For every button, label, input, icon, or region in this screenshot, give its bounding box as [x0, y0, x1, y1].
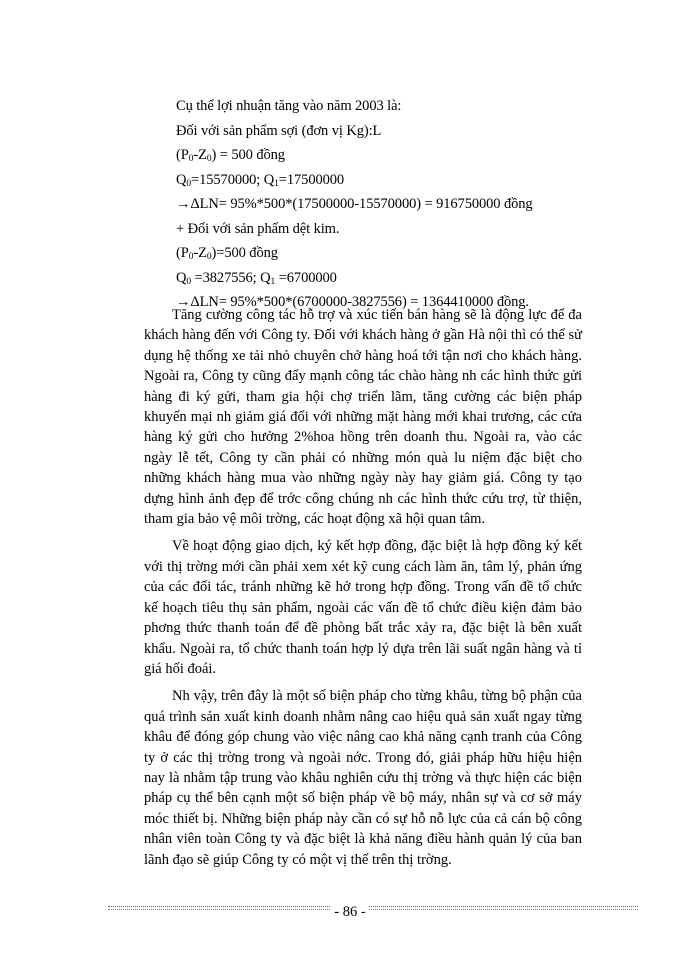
knit-product-heading: + Đối với sản phẩm dệt kim. — [176, 220, 340, 237]
yarn-quantity-line: $Q_0=15570000$; $Q_1=17500000$ — [176, 171, 345, 189]
knit-quantity-line: $Q_0 =3827556$; $Q_1 =6700000$ — [176, 269, 337, 287]
yarn-profit-formula: →ΔLN= 95%*500*(17500000-15570000) = 916750000 đồng — [176, 196, 533, 212]
paragraph-conclusion: Nh vậy, trên đây là một số biện pháp cho từng khâu, từng bộ phận của quá trình sản xuất kinh doanh nhằm nâng cao hiệu quả sản xuất ngay từng khâu để đóng góp chung vào việc nâng cao khả năng cạnh tranh của Công ty ở các thị trờng trong và ngoài nớc. Trong đó, giải pháp hữu hiệu hiện nay là nhằm tập trung vào khâu nghiên cứu thị trờng và thực hiện các biện pháp cụ thể bên cạnh một số biện pháp về bộ máy, nhân sự và cơ sở máy móc thiết bị. Những biện pháp này cần có sự hỗ nỗ lực của cả cán bộ công nhân viên toàn Công ty và đặc biệt là khả năng điều hành quản lý của ban lãnh đạo sẽ giúp Công ty có một vị thế trên thị trờng. — [144, 688, 582, 868]
page-number: - 86 - — [331, 904, 368, 920]
body-text — [144, 305, 582, 877]
knit-profit-formula: →ΔLN= 95%*500*(6700000-3827556) = 1364410000 đồng. — [176, 294, 529, 310]
profit-calculation-block — [176, 94, 646, 315]
paragraph-sales-promotion: Tăng cường công tác hỗ trợ và xúc tiến bán hàng sẽ là động lực để đa khách hàng đến với Công ty. Đối với khách hàng ở gần Hà nội thì có thể sử dụng hệ thống xe tải nhỏ chuyên chở hàng hoá tới tận nơi cho khách hàng. Ngoài ra, Công ty cũng đẩy mạnh công tác chào hàng nh các hình thức gửi hàng đi ký gửi, tham gia hội chợ triển lãm, tăng cường các biện pháp khuyến mại nh giảm giá đối với những mặt hàng mới khai trương, các cửa hàng ký gửi cho hưởng 2%hoa hồng trên doanh thu. Ngoài ra, vào các ngày lễ tết, Công ty cần phải có những món quà lu niệm đặc biệt cho những khách hàng mua vào những ngày này hay giảm giá. Công ty tạo dựng hình ảnh đẹp để trớc công chúng nh các hình thức cứu trợ, từ thiện, tham gia bảo vệ môi trờng, các hoạt động xã hội quan tâm. — [144, 307, 582, 528]
yarn-margin-line: $(P_0-Z_0) = 500$ đồng — [176, 147, 285, 164]
paragraph-contracts: Về hoạt động giao dịch, ký kết hợp đồng, đặc biệt là hợp đồng ký kết với thị trờng mới cần phải xem xét kỹ cung cách làm ăn, tâm lý, phản ứng của các đối tác, tránh những kẽ hở trong hợp đồng. Trong vấn đề tổ chức kế hoạch tiêu thụ sản phẩm, ngoài các vấn đề tổ chức điều kiện đảm bảo phơng thức thanh toán để đề phòng bất trắc xảy ra, đặc biệt là bên xuất khẩu. Ngoài ra, tổ chức thanh toán hợp lý dựa trên lãi suất ngân hàng và tỉ giá hối đoái. — [144, 538, 582, 677]
calc-intro-line: Cụ thể lợi nhuận tăng vào năm 2003 là: — [176, 98, 402, 114]
yarn-product-heading: Đối với sản phẩm sợi (đơn vị Kg):L — [176, 122, 382, 139]
knit-margin-line: $(P_0-Z_0)=500$ đồng — [176, 245, 278, 262]
page-number-container — [0, 903, 700, 921]
